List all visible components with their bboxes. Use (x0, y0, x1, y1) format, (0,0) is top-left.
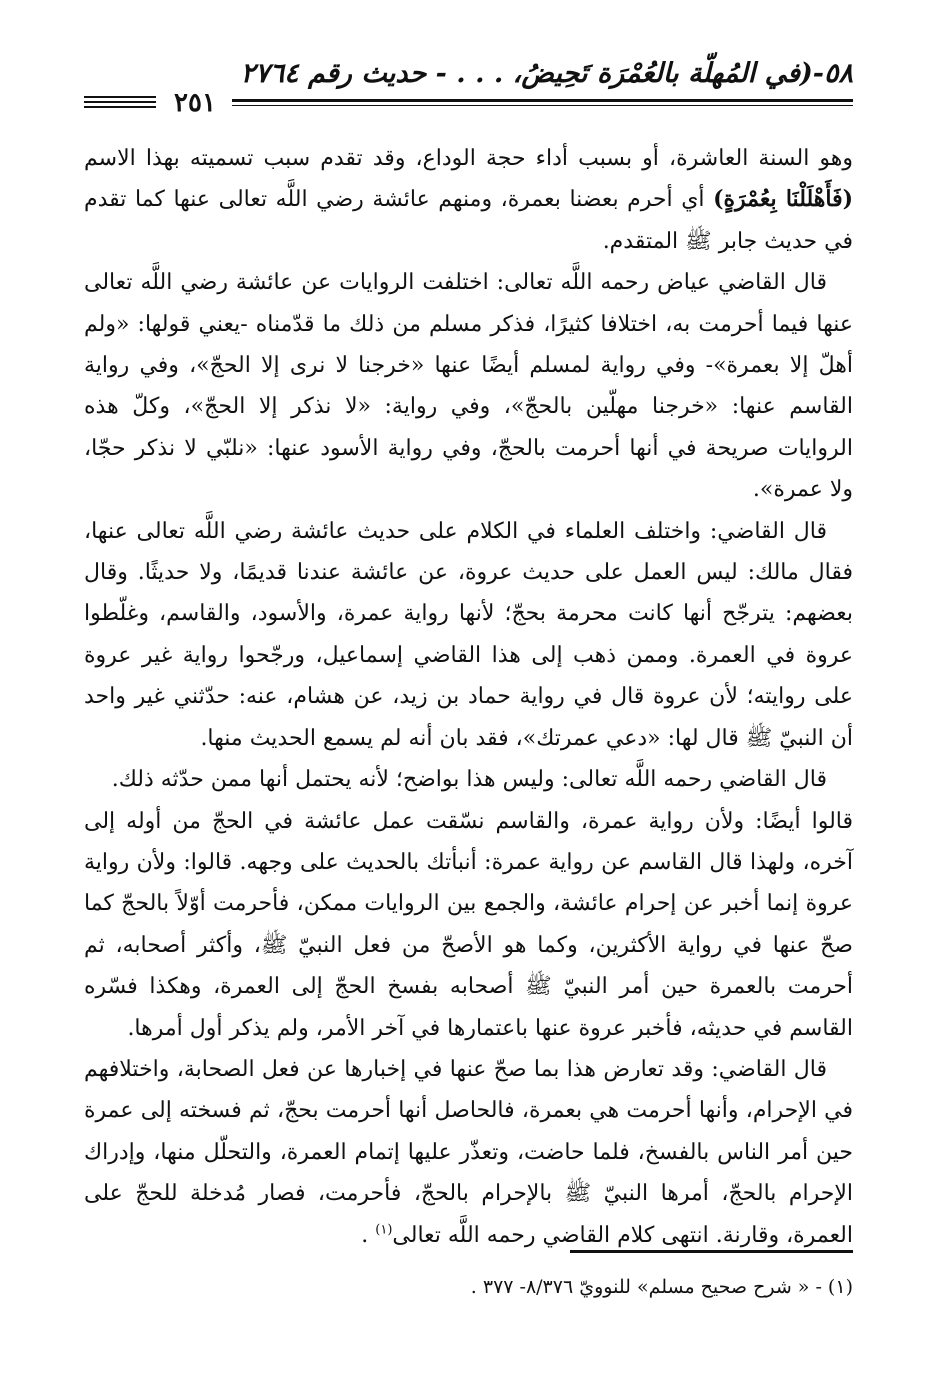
paragraph-text: قال القاضي: وقد تعارض هذا بما صحّ عنها في إخبارها عن فعل الصحابة، واختلافهم في الإحرام، وأنها أحرمت هي بعمرة، فالحاصل أنها أحرمت بحجّ، ثم فسخته إلى عمرة حين أمر الناس بالفسخ، فلما حاضت، وتعذّر عليها إتمام العمرة، والتحلّل منها، وإدراك الإحرام بالحجّ، أمرها النبيّ ﷺ بالإحرام بالحجّ، فأحرمت، فصار مُدخلة للحجّ على العمرة، وقارنة. انتهى كلام القاضي رحمه اللَّه تعالى (84, 1056, 853, 1248)
quoted-hadith-keyword: (فَأَهْلَلْنَا بِعُمْرَةٍ) (713, 186, 853, 213)
page-number-rule (84, 106, 156, 108)
paragraph-text: أي أحرم بعضنا بعمرة، ومنهم عائشة رضي اللَّه تعالى عنها كما تقدم في حديث جابر ﷺ المتقدم. (84, 187, 853, 254)
footnote: (١) - « شرح صحيح مسلم» للنوويّ ٨/٣٧٦- ٣٧٧ . (470, 1276, 853, 1298)
main-text (84, 138, 853, 1256)
footnote-separator (570, 1250, 853, 1253)
paragraph: قالوا أيضًا: ولأن رواية عمرة، والقاسم نسّقت عمل عائشة في الحجّ من أوله إلى آخره، ولهذا قال القاسم عن رواية عمرة: أنبأتك بالحديث على وجهه. قالوا: ولأن رواية عروة إنما أخبر عن إحرام عائشة، والجمع بين الروايات ممكن، فأحرمت أوّلاً بالحجّ كما صحّ عنها في رواية الأكثرين، وكما هو الأصحّ من فعل النبيّ ﷺ، وأكثر أصحابه، ثم أحرمت بالعمرة حين أمر النبيّ ﷺ أصحابه بفسخ الحجّ إلى العمرة، وهكذا فسّره القاسم في حديثه، فأخبر عروة عنها باعتمارها في آخر الأمر، ولم يذكر أول أمرها. (84, 808, 853, 1041)
footnote-reference[interactable]: (١) (375, 1222, 393, 1238)
page-number: ٢٥١ (174, 88, 216, 118)
paragraph-text: وهو السنة العاشرة، أو بسبب أداء حجة الوداع، وقد تقدم سبب تسميته بهذا الاسم (84, 146, 853, 171)
paragraph (84, 138, 853, 262)
page-number-rule (84, 96, 156, 98)
header-rule-thin (232, 105, 853, 106)
paragraph: قال القاضي عياض رحمه اللَّه تعالى: اختلفت الروايات عن عائشة رضي اللَّه تعالى عنها فيما أحرمت به، اختلافا كثيرًا، فذكر مسلم من ذلك ما قدّمناه -يعني قولها: «ولم أهلّ إلا بعمرة»- وفي رواية لمسلم أيضًا عنها «خرجنا لا نرى إلا الحجّ»، وفي رواية القاسم عنها: «خرجنا مهلّين بالحجّ»، وفي رواية: «لا نذكر إلا الحجّ»، وكلّ هذه الروايات صريحة في أنها أحرمت بالحجّ، وفي رواية الأسود عنها: «نلبّي لا نذكر حجّا، ولا عمرة». (84, 270, 853, 503)
page-number-rule (84, 101, 156, 103)
paragraph (84, 1049, 853, 1256)
paragraph: قال القاضي: واختلف العلماء في الكلام على حديث عائشة رضي اللَّه تعالى عنها، فقال مالك: ليس العمل على حديث عروة، عن عائشة عندنا قديمًا، ولا حديثًا. وقال بعضهم: يترجّح أنها كانت محرمة بحجّ؛ لأنها رواية عمرة، والأسود، والقاسم، وغلّطوا عروة في العمرة. وممن ذهب إلى هذا القاضي إسماعيل، ورجّحوا رواية غير عروة على روايته؛ لأن عروة قال في رواية حماد بن زيد، عن هشام، عنه: حدّثني غير واحد أن النبيّ ﷺ قال لها: «دعي عمرتك»، فقد بان أنه لم يسمع الحديث منها. (84, 518, 853, 751)
running-header-title: ٥٨-(في المُهلّة بالعُمْرَة تَحِيضُ، . . . - حديث رقم ٢٧٦٤ (240, 58, 853, 89)
header-rule (232, 99, 853, 102)
paragraph-end: . (361, 1222, 376, 1248)
paragraph: قال القاضي رحمه اللَّه تعالى: وليس هذا بواضح؛ لأنه يحتمل أنها ممن حدّثه ذلك. (111, 767, 827, 793)
